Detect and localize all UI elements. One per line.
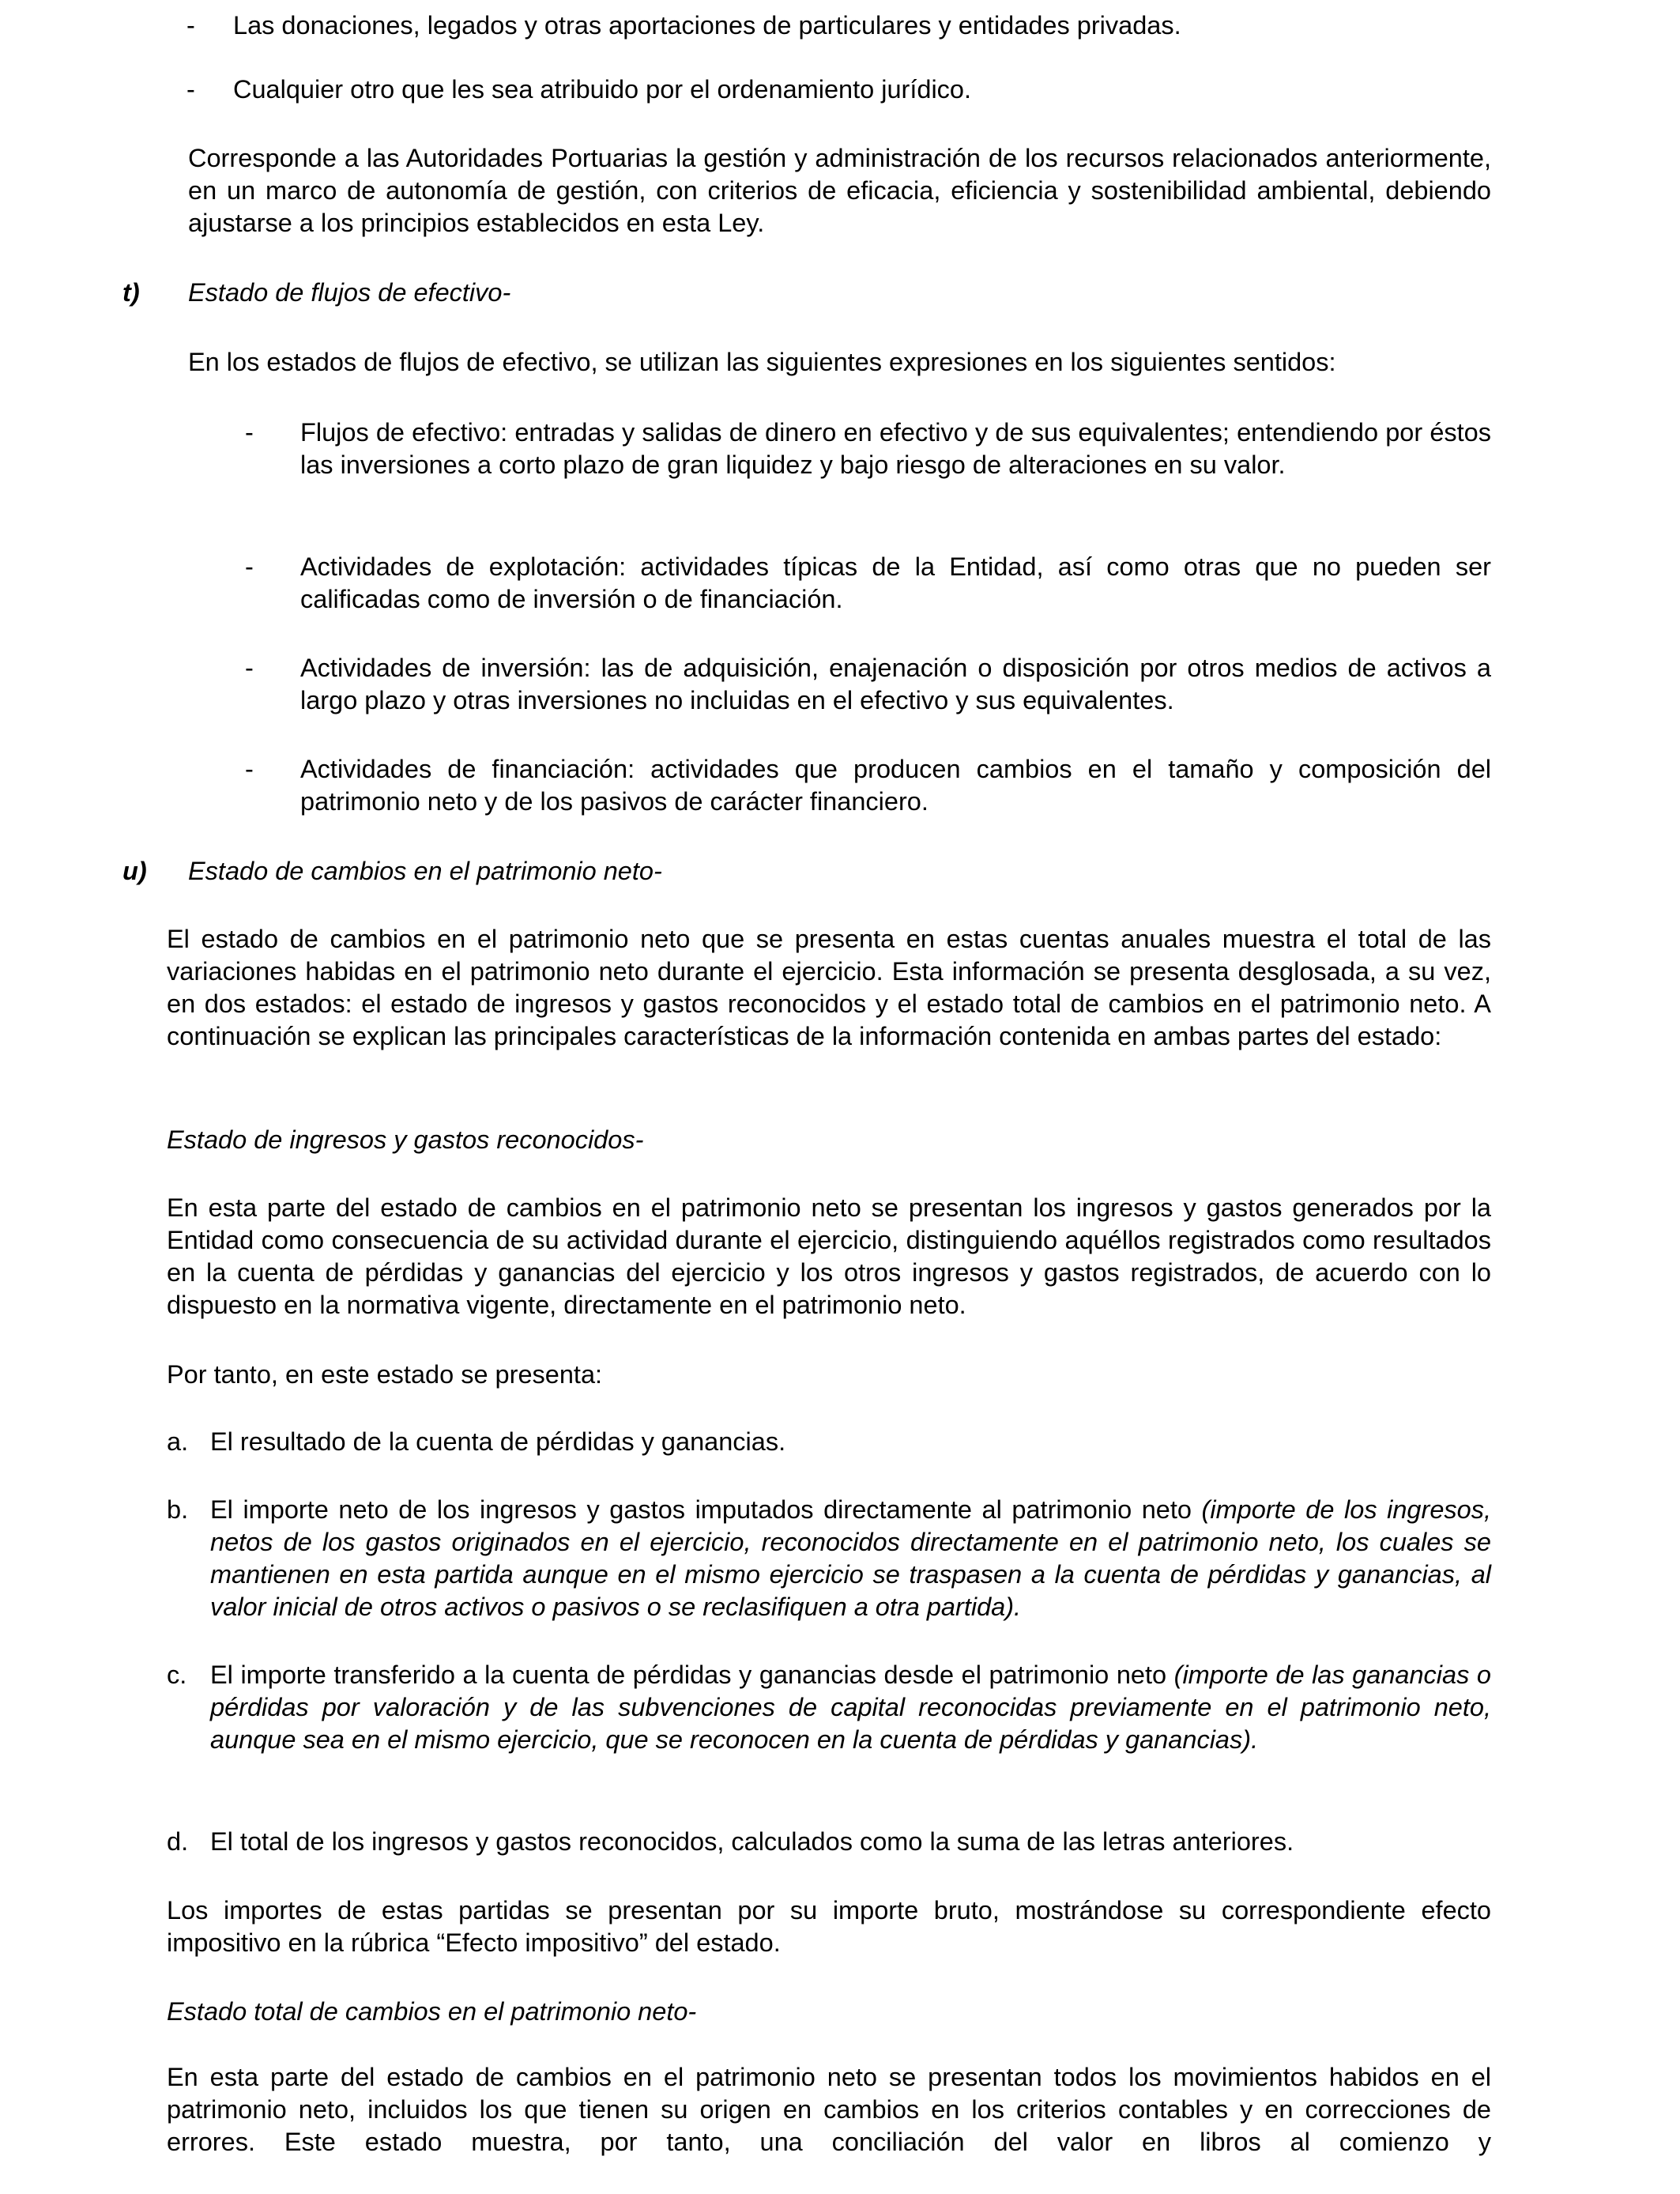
list-item-b-text: El importe neto de los ingresos y gastos imputados directamente al patrimonio neto xyxy=(210,1495,1202,1524)
list-letter-b: b. xyxy=(167,1495,189,1524)
paragraph-autoridades-portuarias: Corresponde a las Autoridades Portuarias la gestión y administración de los recursos relacionados anteriormente, en un marco de autonomía de gestión, con criterios de eficacia, eficiencia y sostenibilidad ambiental, debiendo ajustarse a los principios establecidos en esta Ley. xyxy=(188,144,1491,237)
subsection-title-estado-total: Estado total de cambios en el patrimonio neto- xyxy=(167,1997,697,2026)
bullet-dash: - xyxy=(245,755,254,783)
list-letter-d: d. xyxy=(167,1827,189,1856)
bullet-dash: - xyxy=(245,552,254,581)
bullet-flujos-efectivo: Flujos de efectivo: entradas y salidas de dinero en efectivo y de sus equivalentes; entendiendo por éstos las inversiones a corto plazo de gran liquidez y bajo riesgo de alteraciones en su valor. xyxy=(300,418,1491,479)
bullet-dash: - xyxy=(186,75,195,104)
list-letter-c: c. xyxy=(167,1661,187,1689)
bullet-dash: - xyxy=(245,654,254,682)
subsection-estado-total-paragraph: En esta parte del estado de cambios en el patrimonio neto se presentan todos los movimientos habidos en el patrimonio neto, incluidos los que tienen su origen en cambios en los criterios contables y en correcciones de errores. Este estado muestra, por tanto, una conciliación del valor en libros al comienzo y xyxy=(167,2063,1491,2156)
section-marker-t: t) xyxy=(122,278,140,307)
list-item-d-text: El total de los ingresos y gastos reconocidos, calculados como la suma de las letras anteriores. xyxy=(210,1827,1294,1856)
list-item-c-italic: (importe de las ganancias o pérdidas por valoración y de las subvenciones de capital reconocidas previamente en el patrimonio neto, aunque sea en el mismo ejercicio, que se reconocen en la cuenta de pérdidas y ganancias). xyxy=(210,1661,1491,1754)
subsection-title-ingresos-gastos: Estado de ingresos y gastos reconocidos- xyxy=(167,1125,644,1154)
section-u-intro: El estado de cambios en el patrimonio neto que se presenta en estas cuentas anuales muestra el total de las variaciones habidas en el patrimonio neto durante el ejercicio. Esta información se presenta desglosada, a su vez, en dos estados: el estado de ingresos y gastos reconocidos y el estado total de cambios en el patrimonio neto. A continuación se explican las principales características de la información contenida en ambas partes del estado: xyxy=(167,925,1491,1050)
subsection-lead: Por tanto, en este estado se presenta: xyxy=(167,1360,603,1389)
section-title-cambios-patrimonio: Estado de cambios en el patrimonio neto- xyxy=(188,857,662,885)
list-item-c xyxy=(210,1659,1491,1756)
bullet-actividades-explotacion: Actividades de explotación: actividades típicas de la Entidad, así como otras que no pueden ser calificadas como de inversión o de financiación. xyxy=(300,552,1491,613)
section-title-flujos-efectivo: Estado de flujos de efectivo- xyxy=(188,278,511,307)
bullet-dash: - xyxy=(245,418,254,447)
subsection-importes-paragraph: Los importes de estas partidas se presentan por su importe bruto, mostrándose su correspondiente efecto impositivo en la rúbrica “Efecto impositivo” del estado. xyxy=(167,1896,1491,1957)
list-letter-a: a. xyxy=(167,1427,189,1456)
bullet-text-donaciones: Las donaciones, legados y otras aportaciones de particulares y entidades privadas. xyxy=(233,11,1181,40)
list-item-d xyxy=(210,1826,1491,1858)
subsection-ingresos-gastos-paragraph: En esta parte del estado de cambios en el patrimonio neto se presentan los ingresos y gastos generados por la Entidad como consecuencia de su actividad durante el ejercicio, distinguiendo aquéllos registrados como resultados en la cuenta de pérdidas y ganancias del ejercicio y los otros ingresos y gastos registrados, de acuerdo con lo dispuesto en la normativa vigente, directamente en el patrimonio neto. xyxy=(167,1193,1491,1319)
list-item-b xyxy=(210,1494,1491,1623)
bullet-actividades-financiacion: Actividades de financiación: actividades que producen cambios en el tamaño y composición del patrimonio neto y de los pasivos de carácter financiero. xyxy=(300,755,1491,816)
bullet-dash: - xyxy=(186,11,195,40)
list-item-a xyxy=(210,1426,1491,1458)
bullet-text-otro: Cualquier otro que les sea atribuido por el ordenamiento jurídico. xyxy=(233,75,972,104)
section-marker-u: u) xyxy=(122,857,147,885)
bullet-actividades-inversion: Actividades de inversión: las de adquisición, enajenación o disposición por otros medios de activos a largo plazo y otras inversiones no incluidas en el efectivo y sus equivalentes. xyxy=(300,654,1491,714)
list-item-a-text: El resultado de la cuenta de pérdidas y ganancias. xyxy=(210,1427,786,1456)
list-item-b-italic: (importe de los ingresos, netos de los gastos originados en el ejercicio, reconocidos directamente en el patrimonio neto, los cuales se mantienen en esta partida aunque en el mismo ejercicio se traspasen a la cuenta de pérdidas y ganancias, al valor inicial de otros activos o pasivos o se reclasifiquen a otra partida). xyxy=(210,1495,1492,1621)
section-t-intro: En los estados de flujos de efectivo, se utilizan las siguientes expresiones en los siguientes sentidos: xyxy=(188,348,1336,376)
list-item-c-text: El importe transferido a la cuenta de pérdidas y ganancias desde el patrimonio neto xyxy=(210,1661,1174,1689)
